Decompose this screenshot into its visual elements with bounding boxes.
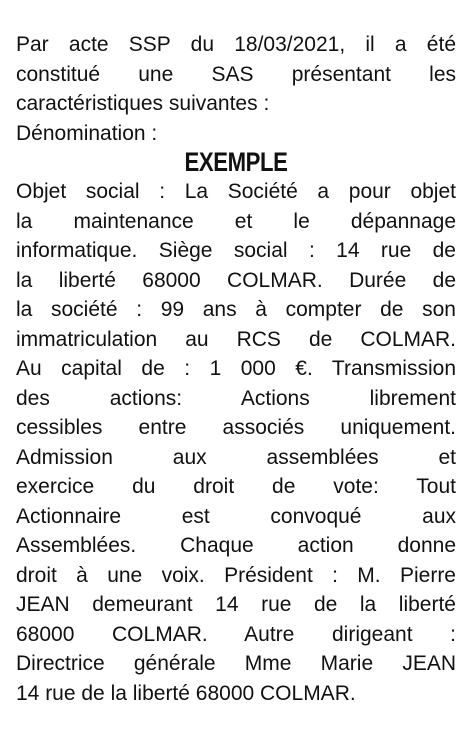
text-line: exercice du droit de vote: Tout bbox=[16, 475, 456, 498]
text-line: des actions: Actions librement bbox=[16, 386, 456, 410]
text-line: Objet social : La Société a pour objet bbox=[16, 180, 456, 203]
company-name-heading: EXEMPLE bbox=[184, 147, 288, 177]
text-line: 14 rue de la liberté 68000 COLMAR. bbox=[16, 681, 356, 705]
text-line: informatique. Siège social : 14 rue de bbox=[16, 239, 456, 262]
text-line: Actionnaire est convoqué aux bbox=[16, 504, 456, 528]
text-line: caractéristiques suivantes : bbox=[16, 92, 270, 115]
text-line: Au capital de : 1 000 €. Transmission bbox=[16, 357, 456, 380]
text-line: la société : 99 ans à compter de son bbox=[16, 298, 456, 321]
text-line: la liberté 68000 COLMAR. Durée de bbox=[16, 268, 456, 292]
text-line: la maintenance et le dépannage bbox=[16, 209, 456, 233]
text-line: Dénomination : bbox=[16, 121, 158, 145]
intro-paragraph bbox=[16, 30, 456, 148]
text-line: droit à une voix. Président : M. Pierre bbox=[16, 563, 456, 587]
text-line: Assemblées. Chaque action donne bbox=[16, 534, 456, 557]
text-line: Admission aux assemblées et bbox=[16, 445, 456, 469]
body-paragraph bbox=[16, 177, 456, 708]
text-line: 68000 COLMAR. Autre dirigeant : bbox=[16, 622, 456, 646]
legal-notice bbox=[16, 30, 456, 708]
text-line: constitué une SAS présentant les bbox=[16, 62, 456, 86]
text-line: Par acte SSP du 18/03/2021, il a été bbox=[16, 33, 456, 56]
text-line: JEAN demeurant 14 rue de la liberté bbox=[16, 593, 456, 616]
text-line: immatriculation au RCS de COLMAR. bbox=[16, 327, 456, 351]
text-line: cessibles entre associés uniquement. bbox=[16, 416, 456, 439]
text-line: Directrice générale Mme Marie JEAN bbox=[16, 652, 456, 675]
